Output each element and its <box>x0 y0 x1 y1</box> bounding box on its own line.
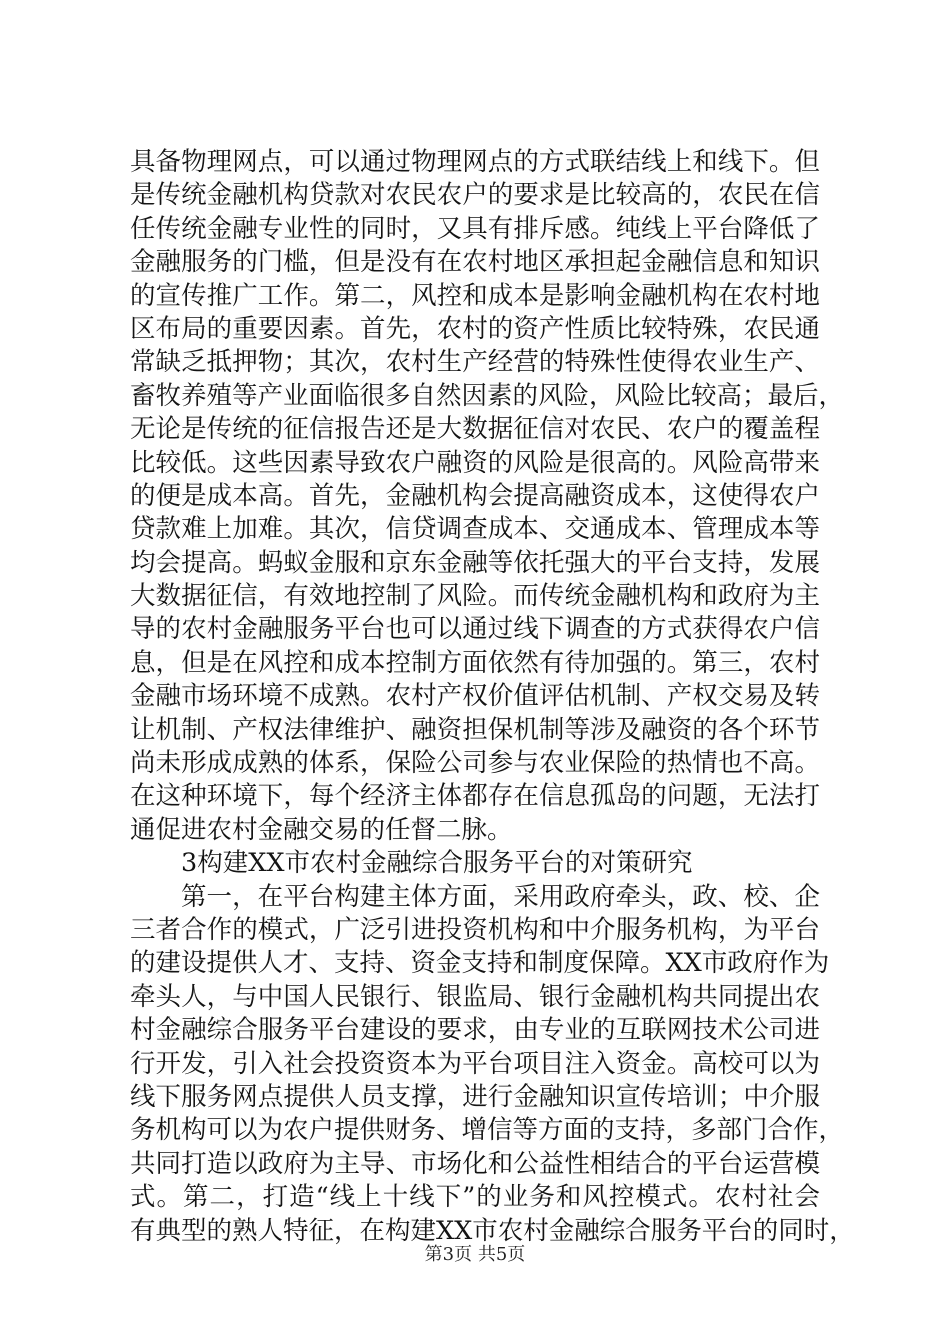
body-line: 牵头人，与中国人民银行、银监局、银行金融机构共同提出农 <box>130 981 820 1012</box>
body-line: 让机制、产权法律维护、融资担保机制等涉及融资的各个环节 <box>130 714 820 745</box>
body-line: 的建设提供人才、支持、资金支持和制度保障。XX市政府作为 <box>130 948 830 979</box>
body-line: 金融服务的门槛，但是没有在农村地区承担起金融信息和知识 <box>130 247 820 278</box>
body-line: 务机构可以为农户提供财务、增信等方面的支持，多部门合作， <box>130 1115 845 1146</box>
body-line: 常缺乏抵押物；其次，农村生产经营的特殊性使得农业生产、 <box>130 347 820 378</box>
body-line: 无论是传统的征信报告还是大数据征信对农民、农户的覆盖程 <box>130 414 820 445</box>
document-body <box>130 146 855 1248</box>
body-line: 比较低。这些因素导致农户融资的风险是很高的。风险高带来 <box>130 447 820 478</box>
body-line: 任传统金融专业性的同时，又具有排斥感。纯线上平台降低了 <box>130 213 820 244</box>
body-line: 具备物理网点，可以通过物理网点的方式联结线上和线下。但 <box>130 147 820 177</box>
body-line: 大数据征信，有效地控制了风险。而传统金融机构和政府为主 <box>130 581 820 612</box>
body-line: 三者合作的模式，广泛引进投资机构和中介服务机构，为平台 <box>130 914 820 945</box>
body-line: 均会提高。蚂蚁金服和京东金融等依托强大的平台支持，发展 <box>130 547 820 578</box>
body-line: 贷款难上加难。其次，信贷调查成本、交通成本、管理成本等 <box>130 514 820 545</box>
body-line: 行开发，引入社会投资资本为平台项目注入资金。高校可以为 <box>130 1048 820 1079</box>
body-line: 村金融综合服务平台建设的要求，由专业的互联网技术公司进 <box>130 1015 820 1046</box>
body-line: 有典型的熟人特征，在构建XX市农村金融综合服务平台的同时， <box>130 1215 855 1246</box>
section-heading: 3构建XX市农村金融综合服务平台的对策研究 <box>181 848 693 879</box>
body-line: 第一，在平台构建主体方面，采用政府牵头，政、校、企 <box>181 881 820 912</box>
page-number-footer: 第3页 共5页 <box>424 1244 526 1265</box>
body-line: 金融市场环境不成熟。农村产权价值评估机制、产权交易及转 <box>130 681 820 712</box>
body-line: 导的农村金融服务平台也可以通过线下调查的方式获得农户信 <box>130 614 820 645</box>
body-line: 的便是成本高。首先，金融机构会提高融资成本，这使得农户 <box>130 480 820 511</box>
body-line: 尚未形成成熟的体系，保险公司参与农业保险的热情也不高。 <box>130 748 820 779</box>
body-line: 区布局的重要因素。首先，农村的资产性质比较特殊，农民通 <box>130 313 820 344</box>
body-line: 的宣传推广工作。第二，风控和成本是影响金融机构在农村地 <box>130 280 820 311</box>
body-line: 共同打造以政府为主导、市场化和公益性相结合的平台运营模 <box>130 1148 820 1179</box>
body-line: 是传统金融机构贷款对农民农户的要求是比较高的，农民在信 <box>130 180 820 211</box>
body-line: 通促进农村金融交易的任督二脉。 <box>130 814 513 845</box>
body-line: 线下服务网点提供人员支撑，进行金融知识宣传培训；中介服 <box>130 1081 820 1112</box>
body-line: 息，但是在风控和成本控制方面依然有待加强的。第三，农村 <box>130 647 820 678</box>
body-line: 在这种环境下，每个经济主体都存在信息孤岛的问题，无法打 <box>130 781 820 812</box>
body-line: 畜牧养殖等产业面临很多自然因素的风险，风险比较高；最后， <box>130 380 845 411</box>
body-line: 式。第二，打造“线上十线下”的业务和风控模式。农村社会 <box>130 1182 820 1213</box>
